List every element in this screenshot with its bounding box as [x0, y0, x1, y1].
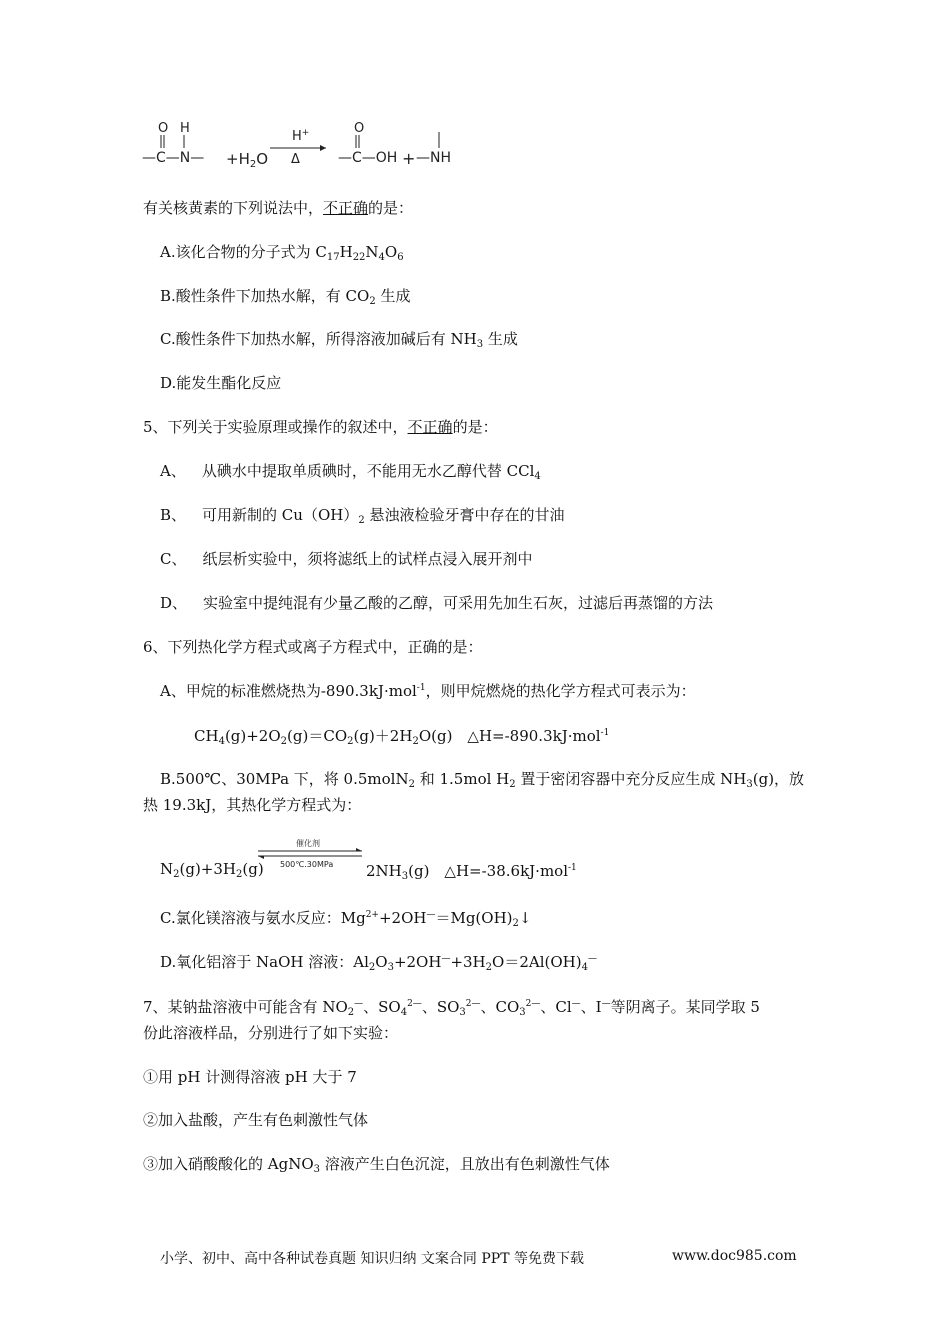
- eq-catalyst-label: H+: [292, 128, 310, 144]
- eq-oxygen-right: O: [354, 121, 365, 136]
- q6-option-d: D.氧化铝溶于 NaOH 溶液：$Al_2O_3+2OH^—+3H_2O=2Al(OH)_4^—$: [160, 953, 597, 973]
- eq-plus-water: $+H_2O$: [226, 150, 269, 170]
- eq-amine: —NH: [416, 150, 451, 166]
- eq-plus-2: +: [402, 149, 416, 168]
- eq-hydrogen-left: H: [180, 121, 190, 136]
- eq-carboxylic-acid: —C—OH: [338, 150, 398, 166]
- q5-option-a: A、 从碘水中提取单质碘时，不能用无水乙醇代替 CCl$_4$: [160, 462, 541, 482]
- equilibrium-arrow-conditions: 500℃.30MPa: [280, 860, 334, 869]
- equilibrium-arrow-catalyst: 催化剂: [296, 839, 320, 848]
- eq-heat-symbol: Δ: [291, 152, 300, 167]
- q7-step-3: ③加入硝酸酸化的 AgNO$_3$ 溶液产生白色沉淀，且放出有色刺激性气体: [143, 1155, 610, 1175]
- eq-arrowhead: [320, 145, 326, 151]
- q4-stem: 有关核黄素的下列说法中，不正确的是：: [143, 199, 414, 217]
- q6-equation-b-left: $N_2(g)+3H_2(g)$: [160, 860, 264, 880]
- q4-option-b: B.酸性条件下加热水解，有 $CO_2$ 生成: [160, 287, 411, 307]
- q4-option-c: C.酸性条件下加热水解，所得溶液加碱后有 $NH_3$ 生成: [160, 330, 518, 350]
- q6-option-c: C.氯化镁溶液与氨水反应：$Mg^{2+}+2OH^—=Mg(OH)_2↓$: [160, 909, 532, 929]
- q7-step-2: ②加入盐酸，产生有色刺激性气体: [143, 1111, 369, 1129]
- q5-option-c: C、 纸层析实验中，须将滤纸上的试样点浸入展开剂中: [160, 550, 533, 568]
- q7-step-1: ①用 pH 计测得溶液 pH 大于 7: [143, 1068, 357, 1086]
- q7-stem-line2: 份此溶液样品，分别进行了如下实验：: [143, 1024, 399, 1042]
- eq-oxygen-left: O: [158, 121, 169, 136]
- q5-option-d: D、 实验室中提纯混有少量乙酸的乙醇，可采用先加生石灰，过滤后再蒸馏的方法: [160, 594, 714, 612]
- q6-equation-b-right: $2NH_3(g)$ △H=-38.6kJ·mol$^{-1}$: [366, 862, 577, 882]
- q4-not-correct-underline: 不正确: [323, 199, 369, 217]
- q5-not-correct-underline: 不正确: [407, 418, 453, 436]
- q5-stem: 5、下列关于实验原理或操作的叙述中，不正确的是：: [143, 418, 498, 436]
- eq-amide-chain: —C—N—: [142, 150, 205, 166]
- footer-text: 小学、初中、高中各种试卷真题 知识归纳 文案合同 PPT 等免费下载: [160, 1251, 584, 1267]
- q4-option-d: D.能发生酯化反应: [160, 374, 282, 392]
- q6-option-a: A、甲烷的标准燃烧热为-890.3kJ·mol$^{-1}$，则甲烷燃烧的热化学方程式可表示为：: [160, 682, 696, 700]
- q6-option-b-line1: B.500℃、30MPa 下，将 0.5molN$_2$ 和 1.5mol $H_2$ 置于密闭容器中充分反应生成 $NH_3(g)$，放: [160, 770, 805, 790]
- amide-hydrolysis-equation: [140, 118, 480, 174]
- q6-option-b-line2: 热 19.3kJ，其热化学方程式为：: [143, 796, 362, 814]
- q5-option-b: B、 可用新制的 $Cu(OH)_2$ 悬浊液检验牙膏中存在的甘油: [160, 506, 565, 526]
- footer-url[interactable]: www.doc985.com: [672, 1248, 797, 1264]
- q6-stem: 6、下列热化学方程式或离子方程式中，正确的是：: [143, 638, 483, 656]
- q4-option-a: A.该化合物的分子式为 $C_{17}H_{22}N_4O_6$: [160, 243, 404, 263]
- q6-equation-a: $CH_4(g)+2O_2(g)=CO_2(g)+2H_2O(g)$ △H=-890.3kJ·mol$^{-1}$: [194, 727, 610, 747]
- q7-stem-line1: 7、某钠盐溶液中可能含有 $NO_2^—$、$SO_4^{2—}$、$SO_3^{2—}$、$CO_3^{2—}$、Cl—、I—等阴离子。某同学取 5: [143, 998, 760, 1018]
- equilibrium-arrow: [254, 836, 366, 872]
